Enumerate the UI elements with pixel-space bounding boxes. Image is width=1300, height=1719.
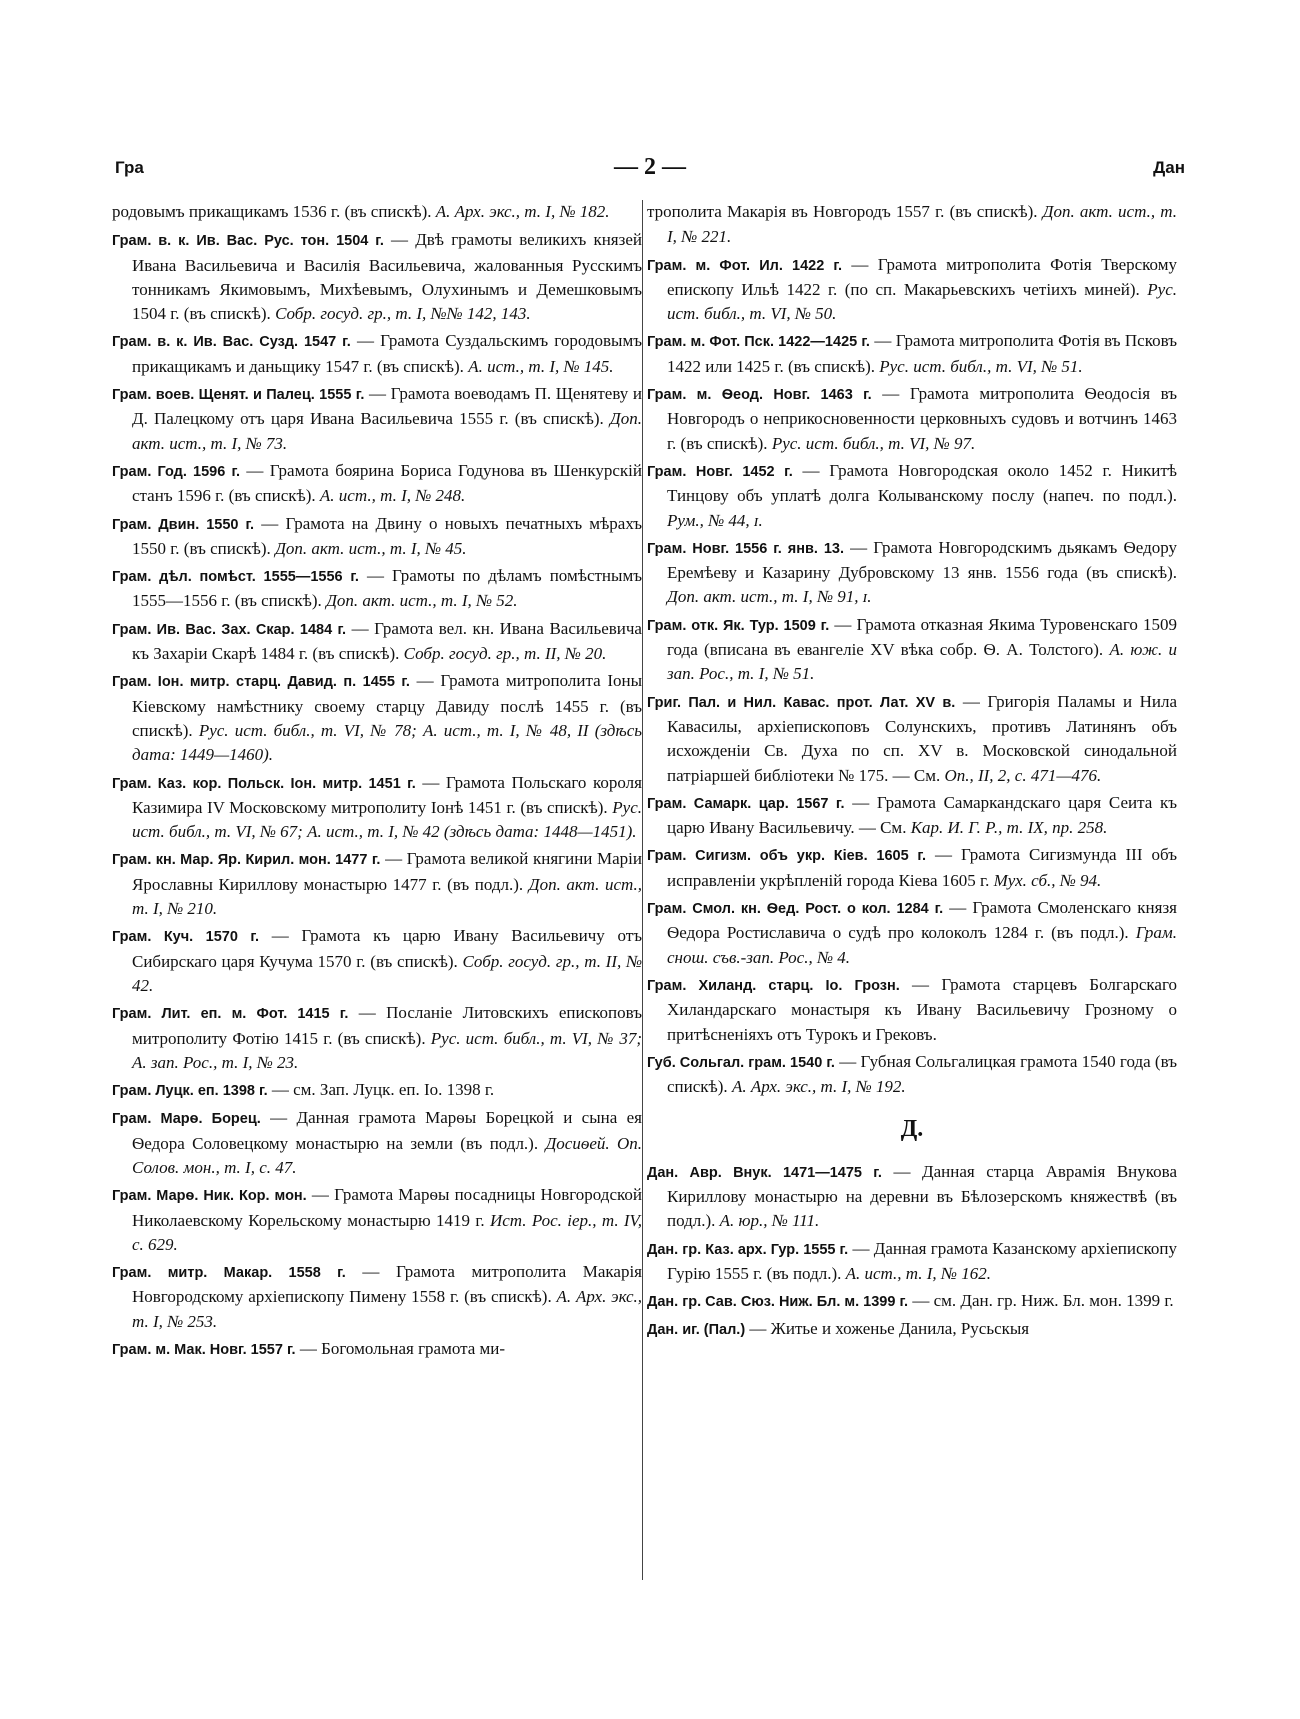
entry-headword: Григ. Пал. и Нил. Кавас. прот. Лат. XV в. (647, 694, 956, 711)
entry-text: — Грамота вел. кн. Ивана Васильевича къ Захаріи Скарѣ 1484 г. (въ спискѣ). (132, 618, 642, 664)
index-entry (647, 459, 1177, 533)
entry-source: Грам. снош. съв.-зап. Рос., № 4. (667, 923, 1177, 967)
index-entry (112, 459, 642, 509)
entry-headword: Грам. Год. 1596 г. (112, 463, 241, 480)
entry-headword: Грам. м. Фот. Ил. 1422 г. (647, 257, 843, 274)
entry-headword: Грам. Хиланд. старц. Іо. Грозн. (647, 977, 900, 994)
entry-headword: Грам. Марѳ. Ник. Кор. мон. (112, 1188, 307, 1205)
entry-text: — Данная старца Аврамія Внукова Кириллову монастырю на деревни въ Бѣлозерскомъ княжествѣ (въ подл.). (667, 1161, 1177, 1231)
entry-headword: Дан. гр. Каз. арх. Гур. 1555 г. (647, 1241, 849, 1258)
entry-headword: Грам. Марѳ. Борец. (112, 1111, 261, 1128)
entry-text: — Грамоты по дѣламъ помѣстнымъ 1555—1556 г. (въ спискѣ). (132, 566, 642, 611)
entry-text: — Двѣ грамоты великихъ князей Ивана Васильевича и Василія Васильевича, жалованныя Русскимъ тонникамъ Якимовымъ, Михѣевымъ, Олухинымъ и Демешковымъ 1504 г. (въ спискѣ). (132, 230, 642, 324)
entry-source: Доп. акт. ист., т. I, № 221. (667, 202, 1177, 247)
entry-text: — Житье и хоженье Данила, Русьскыя (745, 1319, 1030, 1339)
entry-headword: Грам. м. Фот. Пск. 1422—1425 г. (647, 334, 870, 351)
index-entry (647, 1050, 1177, 1100)
entry-headword: Грам. митр. Макар. 1558 г. (112, 1265, 346, 1282)
entry-source: А. ист., т. I, № 162. (845, 1263, 991, 1283)
index-entry (647, 1237, 1177, 1287)
entry-text: — Грамота Смоленскаго князя Ѳедора Ростиславича о судѣ про колоколъ 1284 г. (въ подл.). (667, 898, 1177, 943)
entry-text: — Грамота Новгородская около 1452 г. Никитѣ Тинцову объ уплатѣ долга Колыванскому послу (напеч. по подл.). (667, 460, 1177, 506)
entry-text: — Грамота боярина Бориса Годунова въ Шенкурскій станъ 1596 г. (въ спискѣ). (132, 460, 642, 506)
entry-text: трополита Макарія въ Новгородъ 1557 г. (въ спискѣ). (647, 202, 1043, 221)
index-entry (112, 924, 642, 998)
entry-source: Рус. ист. библ., т. VI, № 51. (879, 356, 1083, 376)
entry-text: — Грамота къ царю Ивану Васильевичу отъ Сибирскаго царя Кучума 1570 г. (въ спискѣ). (132, 926, 642, 971)
entry-text: — Посланіе Литовскихъ епископовъ митрополиту Фотію 1415 г. (въ спискѣ). (132, 1003, 642, 1048)
right-entries-d (647, 1160, 1177, 1343)
entry-text: — Губная Сольгалицкая грамота 1540 года (въ спискѣ). (667, 1051, 1177, 1097)
running-head-right: Дан (1153, 158, 1185, 177)
index-entry (647, 536, 1177, 610)
entry-headword: Грам. Новг. 1556 г. янв. 13. (647, 540, 844, 557)
entry-headword: Грам. Самарк. цар. 1567 г. (647, 795, 845, 812)
entry-source: А. ист., т. I, № 145. (468, 356, 614, 376)
entry-text: — Грамота Сигизмунда III объ исправленіи укрѣпленій города Кіева 1605 г. (667, 845, 1177, 890)
entry-source: Мух. сб., № 94. (993, 870, 1102, 890)
entry-source: А. Арх. экс., т. I, № 182. (435, 202, 610, 221)
entry-source: Доп. акт. ист., т. I, № 45. (275, 538, 467, 558)
entry-source: Рус. ист. библ., т. VI, № 50. (667, 279, 1177, 324)
entry-headword: Грам. Двин. 1550 г. (112, 516, 255, 533)
index-entry (112, 228, 642, 326)
index-entry (112, 847, 642, 921)
entry-headword: Грам. Іон. митр. старц. Давид. п. 1455 г. (112, 674, 410, 691)
index-entry (647, 791, 1177, 841)
entry-text: — Богомольная грамота ми- (295, 1339, 506, 1359)
entry-text: — Грамота великой княгини Маріи Ярославны Кириллову монастырю 1477 г. (въ подл.). (132, 849, 642, 894)
entry-text: — Данная грамота Казанскому архіепископу Гурію 1555 г. (въ подл.). (667, 1238, 1177, 1283)
entry-source: А. юр., № 111. (719, 1211, 820, 1231)
entry-source: Рус. ист. библ., т. VI, № 97. (771, 433, 976, 453)
entry-headword: Грам. Луцк. еп. 1398 г. (112, 1083, 268, 1100)
page-number: — 2 — (614, 154, 686, 180)
entry-headword: Грам. м. Ѳеод. Новг. 1463 г. (647, 387, 872, 404)
entry-text: — Грамота отказная Якима Туровенскаго 1509 года (вписана въ евангеліе XV вѣка собр. Ѳ. А. Толстого). (667, 614, 1178, 660)
index-entry (647, 382, 1177, 456)
entry-text: — Грамота Новгородскимъ дьякамъ Ѳедору Еремѣеву и Казарину Дубровскому 13 янв. 1556 года (въ спискѣ). (667, 537, 1177, 583)
index-entry (112, 771, 642, 845)
index-entry (647, 896, 1177, 970)
entry-text: — см. Дан. гр. Ниж. Бл. мон. 1399 г. (908, 1291, 1174, 1311)
entry-text: — Грамота митрополита Макарія Новгородскому архіепископу Пимену 1558 г. (въ спискѣ). (132, 1262, 642, 1307)
entry-source: А. юж. и зап. Рос., т. I, № 51. (667, 640, 1177, 684)
index-entry (647, 200, 1177, 250)
index-entry (647, 973, 1177, 1047)
entry-headword: Грам. м. Мак. Новг. 1557 г. (112, 1342, 296, 1359)
entry-text: родовымъ прикащикамъ 1536 г. (въ спискѣ). (112, 202, 436, 221)
index-entry (112, 669, 642, 767)
entry-text: — Грамота митрополита Фотія Тверскому епископу Ильѣ 1422 г. (по сп. Макарьевскихъ четіихъ миней). (667, 254, 1177, 299)
index-entry (112, 564, 642, 614)
entry-headword: Грам. Смол. кн. Ѳед. Рост. о кол. 1284 г. (647, 901, 944, 918)
right-entries-g (647, 200, 1177, 1099)
entry-headword: Грам. в. к. Ив. Вас. Сузд. 1547 г. (112, 334, 351, 351)
index-entry (112, 617, 642, 667)
entry-headword: Грам. отк. Як. Тур. 1509 г. (647, 617, 830, 634)
index-entry (112, 512, 642, 562)
entry-headword: Грам. кн. Мар. Яр. Кирил. мон. 1477 г. (112, 852, 381, 869)
index-entry (647, 329, 1177, 379)
entry-text: — см. Зап. Луцк. еп. Іо. 1398 г. (267, 1080, 495, 1100)
entry-source: Ист. Рос. іер., т. IV, с. 629. (132, 1210, 642, 1254)
left-column (112, 200, 642, 1365)
index-entry (647, 690, 1177, 788)
index-entry (112, 382, 642, 456)
right-column (647, 200, 1177, 1346)
entry-headword: Грам. Куч. 1570 г. (112, 929, 259, 946)
entry-text: — Грамота митрополита Іоны Кіевскому намѣстнику своему старцу Давиду послѣ 1455 г. (въ спискѣ). (132, 671, 642, 740)
entry-source: Досиѳей. Оп. Солов. мон., т. I, с. 47. (132, 1133, 642, 1177)
section-letter: Д. (900, 1116, 924, 1143)
entry-source: Доп. акт. ист., т. I, № 73. (132, 409, 642, 453)
index-entry (112, 329, 642, 379)
entry-headword: Грам. Каз. кор. Польск. Іон. митр. 1451 г. (112, 775, 416, 792)
index-entry (647, 843, 1177, 893)
entry-headword: Грам. в. к. Ив. Вас. Рус. тон. 1504 г. (112, 233, 384, 250)
entry-source: Доп. акт. ист., т. I, № 210. (132, 874, 642, 919)
index-entry (112, 1183, 642, 1257)
index-entry (647, 1160, 1177, 1234)
entry-text: — Грамота на Двину о новыхъ печатныхъ мѣрахъ 1550 г. (въ спискѣ). (132, 513, 642, 558)
entry-source: Доп. акт. ист., т. I, № 91, ɪ. (667, 587, 872, 607)
entry-text: — Грамота митрополита Фотія въ Псковъ 1422 или 1425 г. (въ спискѣ). (667, 331, 1177, 376)
entry-headword: Грам. Ив. Вас. Зах. Скар. 1484 г. (112, 621, 347, 638)
entry-source: Кар. И. Г. Р., т. IX, пр. 258. (910, 818, 1108, 838)
index-entry (647, 1289, 1177, 1314)
entry-headword: Грам. дѣл. помѣст. 1555—1556 г. (112, 569, 359, 586)
entry-source: Рус. ист. библ., т. VI, № 37; А. зап. Рос., т. I, № 23. (132, 1028, 642, 1072)
entry-text: — Грамота Польскаго короля Казимира IV Московскому митрополиту Іонѣ 1451 г. (въ спискѣ). (132, 772, 642, 817)
entry-source: Доп. акт. ист., т. I, № 52. (326, 591, 518, 611)
entry-headword: Дан. иг. (Пал.) (647, 1322, 746, 1339)
entry-source: А. Арх. экс., т. I, № 192. (731, 1077, 906, 1097)
index-entry (112, 1260, 642, 1334)
entry-text: — Григорія Паламы и Нила Кавасилы, архіепископовъ Солунскихъ, противъ Латинянъ объ исхожденіи Св. Духа по сп. XV в. Московской синодальной патріаршей библіотеки № 175. — См. (667, 691, 1177, 785)
entry-text: — Грамота старцевъ Болгарскаго Хиландарскаго монастыря къ Ивану Васильевичу Грозному о притѣсненіяхъ отъ Турокъ и Грековъ. (667, 974, 1177, 1044)
entry-source: Рус. ист. библ., т. VI, № 67; А. ист., т. I, № 42 (здѣсь дата: 1448—1451). (132, 797, 642, 842)
column-divider (642, 200, 643, 1580)
entry-headword: Грам. воев. Щенят. и Палец. 1555 г. (112, 387, 365, 404)
entry-headword: Грам. Сигизм. объ укр. Кіев. 1605 г. (647, 848, 927, 865)
index-entry (112, 1078, 642, 1103)
entry-source: Рус. ист. библ., т. VI, № 78; А. ист., т. I, № 48, II (здѣсь дата: 1449—1460). (132, 720, 643, 765)
entry-text: — Грамота митрополита Ѳеодосія въ Новгородъ о неприкосновенности церковныхъ судовъ и вотчинъ 1463 г. (въ спискѣ). (667, 384, 1177, 453)
entry-source: А. ист., т. I, № 248. (319, 486, 466, 506)
entry-text: — Данная грамота Марѳы Борецкой и сына ея Ѳедора Соловецкому монастырю на земли (въ подл.). (132, 1108, 642, 1153)
entry-headword: Грам. Лит. еп. м. Фот. 1415 г. (112, 1006, 349, 1023)
entry-source: Собр. госуд. гр., т. II, № 20. (403, 644, 607, 664)
running-head-left: Гра (115, 158, 144, 177)
entry-source: Рум., № 44, ɪ. (667, 510, 763, 530)
index-entry (112, 1337, 642, 1362)
entry-headword: Дан. гр. Сав. Сюз. Ниж. Бл. м. 1399 г. (647, 1294, 909, 1311)
entry-headword: Грам. Новг. 1452 г. (647, 463, 793, 480)
index-entry (112, 1106, 642, 1180)
entry-source: А. Арх. экс., т. I, № 253. (132, 1287, 642, 1331)
entry-headword: Губ. Сольгал. грам. 1540 г. (647, 1054, 835, 1071)
entry-source: Собр. госуд. гр., т. II, № 42. (132, 951, 642, 995)
index-entry (112, 200, 642, 225)
index-entry (112, 1001, 642, 1075)
entry-source: Собр. госуд. гр., т. I, №№ 142, 143. (275, 304, 531, 324)
index-entry (647, 1317, 1177, 1342)
entry-text: — Грамота Марѳы посадницы Новгородской Николаевскому Корельскому монастырю 1419 г. (132, 1185, 642, 1230)
index-entry (647, 253, 1177, 327)
entry-headword: Дан. Авр. Внук. 1471—1475 г. (647, 1164, 882, 1181)
entry-source: Оп., II, 2, с. 471—476. (944, 765, 1102, 785)
entry-text: — Грамота воеводамъ П. Щенятеву и Д. Палецкому отъ царя Ивана Васильевича 1555 г. (въ спискѣ). (132, 384, 642, 429)
entry-text: — Грамота Самаркандскаго царя Сеита къ царю Ивану Васильевичу. — См. (667, 792, 1177, 838)
entry-text: — Грамота Суздальскимъ городовымъ прикащикамъ и даньщику 1547 г. (въ спискѣ). (132, 331, 642, 376)
index-entry (647, 613, 1177, 687)
